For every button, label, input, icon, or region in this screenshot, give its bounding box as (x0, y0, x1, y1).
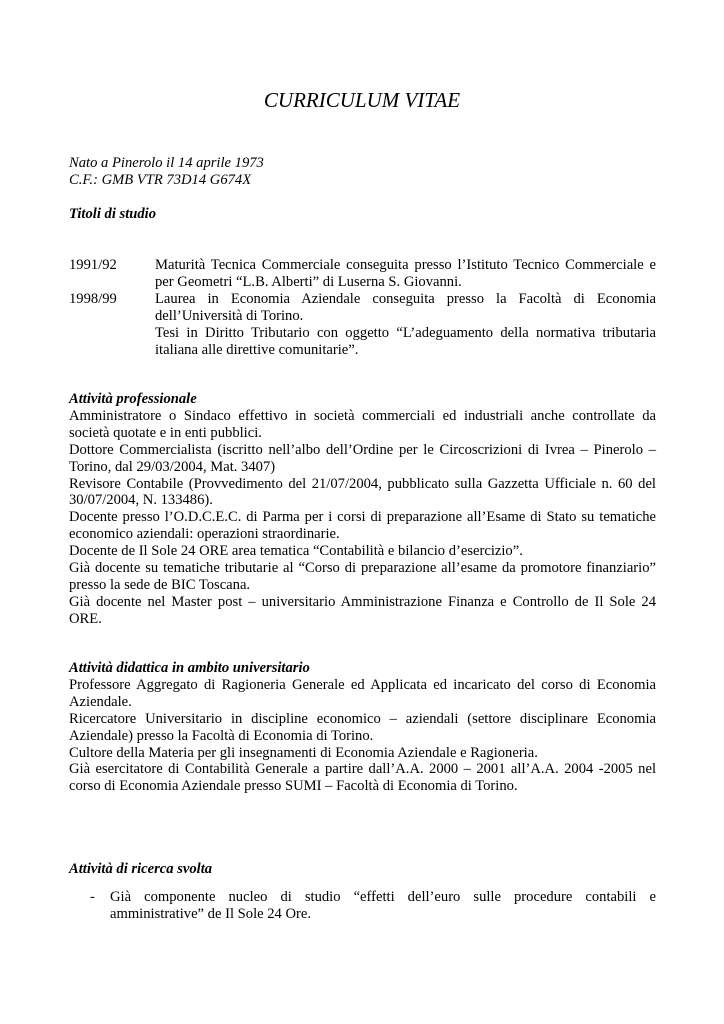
research-section (69, 861, 656, 923)
education-heading-block (69, 206, 656, 223)
education-line: Maturità Tecnica Commerciale conseguita presso l’Istituto Tecnico Commerciale e per Geometri “L.B. Alberti” di Luserna S. Giovanni. (155, 257, 656, 290)
teaching-item: Professore Aggregato di Ragioneria Generale ed Applicata ed incaricato del corso di Economia Aziendale. (69, 676, 656, 710)
research-heading: Attività di ricerca svolta (69, 861, 213, 877)
education-row (69, 257, 656, 291)
professional-item: Docente de Il Sole 24 ORE area tematica “Contabilità e bilancio d’esercizio”. (69, 543, 523, 560)
education-description (155, 257, 656, 291)
education-description (155, 291, 656, 359)
education-line: Laurea in Economia Aziendale conseguita presso la Facoltà di Economia dell’Università di Torino. (155, 290, 656, 324)
teaching-heading: Attività didattica in ambito universitario (69, 660, 310, 676)
professional-item: Revisore Contabile (Provvedimento del 21/07/2004, pubblicato sulla Gazzetta Ufficiale n. 60 del 30/07/2004, N. 133486). (69, 475, 656, 509)
teaching-item: Ricercatore Universitario in discipline economico – aziendali (settore disciplinare Economia Aziendale) presso la Facoltà di Economia di Torino. (69, 710, 656, 744)
dash-icon: - (90, 888, 95, 905)
research-bullet-text: Già componente nucleo di studio “effetti dell’euro sulle procedure contabili e amministrative” de Il Sole 24 Ore. (110, 888, 656, 922)
education-row (69, 291, 656, 359)
document-title: CURRICULUM VITAE (263, 88, 461, 112)
teaching-section (69, 660, 656, 795)
professional-item: Già docente su tematiche tributarie al “Corso di preparazione all’esame da promotore finanziario” presso la sede de BIC Toscana. (69, 560, 656, 593)
research-bullet (69, 889, 656, 923)
tax-code: C.F.: GMB VTR 73D14 G674X (69, 171, 252, 188)
professional-item: Amministratore o Sindaco effettivo in società commerciali ed industriali anche controllate da società quotate e in enti pubblici. (69, 407, 656, 441)
birth-info: Nato a Pinerolo il 14 aprile 1973 (69, 155, 264, 171)
professional-section (69, 391, 656, 628)
professional-item: Docente presso l’O.D.C.E.C. di Parma per i corsi di preparazione all’Esame di Stato su tematiche economico aziendali: operazioni straordinarie. (69, 509, 656, 543)
education-heading: Titoli di studio (69, 206, 157, 222)
personal-info (69, 155, 656, 189)
professional-heading: Attività professionale (69, 391, 197, 407)
education-section (69, 257, 656, 358)
education-year: 1998/99 (69, 290, 117, 307)
teaching-item: Cultore della Materia per gli insegnamenti di Economia Aziendale e Ragioneria. (69, 744, 538, 761)
teaching-item: Già esercitatore di Contabilità Generale a partire dall’A.A. 2000 – 2001 all’A.A. 2004 -2005 nel corso di Economia Aziendale presso SUMI – Facoltà di Economia di Torino. (69, 761, 656, 795)
education-line: Tesi in Diritto Tributario con oggetto “L’adeguamento della normativa tributaria italiana alle direttive comunitarie”. (155, 324, 656, 358)
education-year: 1991/92 (69, 257, 117, 273)
professional-item: Già docente nel Master post – universitario Amministrazione Finanza e Controllo de Il Sole 24 ORE. (69, 593, 656, 627)
professional-item: Dottore Commercialista (iscritto nell’albo dell’Ordine per le Circoscrizioni di Ivrea – Pinerolo – Torino, dal 29/03/2004, Mat. 3407) (69, 441, 656, 475)
